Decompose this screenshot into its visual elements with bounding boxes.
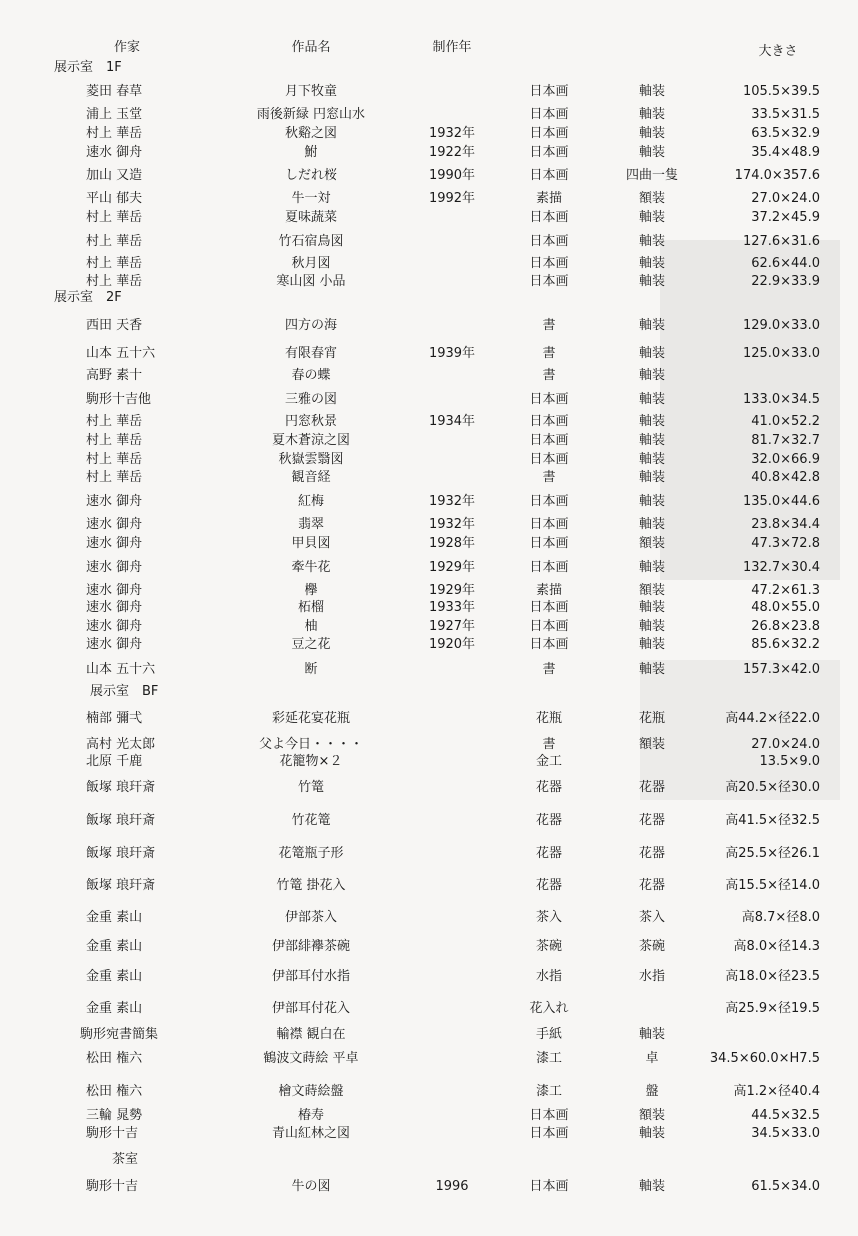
artist-name: 速水 御舟 [86,583,143,598]
header-title: 作品名 [291,40,331,55]
artist-name: 楠部 彌弌 [86,711,143,726]
creation-year: 1920年 [428,637,476,652]
section-heading: 茶室 [112,1152,139,1167]
artist-name: 駒形十吉 [86,1179,139,1194]
mounting-format: 軸装 [638,619,666,634]
artist-name: 菱田 春草 [86,84,143,99]
medium: 茶碗 [535,939,563,954]
mounting-format: 茶碗 [638,939,666,954]
medium: 書 [542,662,556,677]
mounting-format: 軸装 [638,637,666,652]
dimensions: 高44.2×径22.0 [725,711,820,726]
medium: 日本画 [529,433,569,448]
creation-year: 1992年 [428,191,476,206]
medium: 書 [542,318,556,333]
medium: 日本画 [529,256,569,271]
medium: 日本画 [529,600,569,615]
artist-name: 速水 御舟 [86,560,143,575]
header-year: 制作年 [432,40,472,55]
dimensions: 23.8×34.4 [751,517,820,532]
artist-name: 加山 又造 [86,168,143,183]
artist-name: 飯塚 琅玕斎 [86,878,156,893]
medium: 書 [542,346,556,361]
section-heading: 展示室 BF [90,684,159,699]
mounting-format: 軸装 [638,470,666,485]
medium: 日本画 [529,517,569,532]
work-title: 秋谿之図 [284,126,338,141]
section-heading: 展示室 1F [54,60,122,75]
work-title: 豆之花 [291,637,331,652]
medium: 日本画 [529,168,569,183]
medium: 漆工 [535,1051,563,1066]
mounting-format: 額装 [638,737,666,752]
mounting-format: 軸装 [638,1126,666,1141]
medium: 素描 [535,583,563,598]
dimensions: 61.5×34.0 [751,1179,820,1194]
work-title: 伊部緋襷茶碗 [271,939,351,954]
creation-year: 1927年 [428,619,476,634]
work-title: 欅 [304,583,318,598]
mounting-format: 軸装 [638,368,666,383]
work-title: 円窓秋景 [284,414,338,429]
dimensions: 高8.0×径14.3 [733,939,820,954]
artist-name: 金重 素山 [86,969,143,984]
artist-name: 速水 御舟 [86,517,143,532]
artist-name: 山本 五十六 [86,662,156,677]
medium: 素描 [535,191,563,206]
mounting-format: 軸装 [638,318,666,333]
work-title: 三雅の図 [284,392,338,407]
mounting-format: 茶入 [638,910,666,925]
artist-name: 村上 華岳 [86,210,143,225]
mounting-format: 水指 [638,969,666,984]
bleed-through-shading [640,660,840,800]
artist-name: 飯塚 琅玕斎 [86,780,156,795]
medium: 日本画 [529,637,569,652]
artist-name: 村上 華岳 [86,414,143,429]
dimensions: 34.5×33.0 [751,1126,820,1141]
work-title: 彩延花宴花瓶 [271,711,351,726]
medium: 手紙 [535,1027,563,1042]
medium: 日本画 [529,234,569,249]
artist-name: 飯塚 琅玕斎 [86,813,156,828]
work-title: 翡翠 [297,517,325,532]
work-title: 伊部茶入 [284,910,338,925]
work-title: 四方の海 [284,318,338,333]
medium: 漆工 [535,1084,563,1099]
work-title: 椿寿 [297,1108,325,1123]
mounting-format: 軸装 [638,494,666,509]
dimensions: 132.7×30.4 [742,560,820,575]
mounting-format: 卓 [645,1051,659,1066]
work-title: 秋嶽雲翳図 [278,452,344,467]
artist-name: 村上 華岳 [86,274,143,289]
dimensions: 133.0×34.5 [742,392,820,407]
artist-name: 西田 天香 [86,318,143,333]
medium: 日本画 [529,126,569,141]
artist-name: 金重 素山 [86,1001,143,1016]
dimensions: 高41.5×径32.5 [725,813,820,828]
medium: 日本画 [529,1179,569,1194]
artist-name: 速水 御舟 [86,145,143,160]
artist-name: 村上 華岳 [86,452,143,467]
dimensions: 高8.7×径8.0 [741,910,820,925]
artist-name: 金重 素山 [86,910,143,925]
work-title: 花籠物×２ [279,754,343,769]
work-title: 伊部耳付水指 [271,969,351,984]
work-title: 柚 [304,619,318,634]
medium: 日本画 [529,414,569,429]
dimensions: 129.0×33.0 [742,318,820,333]
dimensions: 44.5×32.5 [751,1108,820,1123]
medium: 書 [542,737,556,752]
mounting-format: 軸装 [638,517,666,532]
artist-name: 速水 御舟 [86,637,143,652]
medium: 日本画 [529,274,569,289]
dimensions: 33.5×31.5 [751,107,820,122]
creation-year: 1922年 [428,145,476,160]
mounting-format: 軸装 [638,256,666,271]
mounting-format: 花瓶 [638,711,666,726]
artist-name: 三輪 晁勢 [86,1108,143,1123]
work-title: 竹篭 掛花入 [276,878,346,893]
work-title: 牛の図 [291,1179,331,1194]
mounting-format: 軸装 [638,600,666,615]
creation-year: 1928年 [428,536,476,551]
artist-name: 村上 華岳 [86,470,143,485]
artist-name: 高野 素十 [86,368,143,383]
work-title: 寒山図 小品 [276,274,346,289]
medium: 日本画 [529,619,569,634]
artist-name: 村上 華岳 [86,433,143,448]
dimensions: 62.6×44.0 [751,256,820,271]
work-title: 伊部耳付花入 [271,1001,351,1016]
work-title: 輸襟 観白在 [276,1027,346,1042]
mounting-format: 軸装 [638,560,666,575]
dimensions: 105.5×39.5 [742,84,820,99]
work-title: 観音経 [291,470,331,485]
dimensions: 135.0×44.6 [742,494,820,509]
dimensions: 22.9×33.9 [751,274,820,289]
artist-name: 山本 五十六 [86,346,156,361]
work-title: 鮒 [304,145,318,160]
dimensions: 高18.0×径23.5 [725,969,820,984]
mounting-format: 花器 [638,878,666,893]
dimensions: 174.0×357.6 [734,168,820,183]
artist-name: 駒形十吉他 [86,392,152,407]
medium: 花瓶 [535,711,563,726]
work-title: 秋月図 [291,256,331,271]
header-artist: 作家 [113,40,141,55]
artist-name: 松田 権六 [86,1051,143,1066]
medium: 日本画 [529,107,569,122]
artist-name: 速水 御舟 [86,536,143,551]
dimensions: 40.8×42.8 [751,470,820,485]
work-title: 夏味蔬菜 [284,210,338,225]
work-title: 鶴波文蒔絵 平卓 [263,1051,359,1066]
mounting-format: 軸装 [638,414,666,429]
creation-year: 1996 [435,1179,469,1194]
mounting-format: 軸装 [638,1179,666,1194]
creation-year: 1990年 [428,168,476,183]
creation-year: 1929年 [428,560,476,575]
medium: 金工 [535,754,563,769]
medium: 日本画 [529,560,569,575]
dimensions: 高25.9×径19.5 [725,1001,820,1016]
dimensions: 高25.5×径26.1 [725,846,820,861]
creation-year: 1939年 [428,346,476,361]
work-title: 柘榴 [297,600,325,615]
dimensions: 81.7×32.7 [751,433,820,448]
mounting-format: 四曲一隻 [625,168,679,183]
dimensions: 37.2×45.9 [751,210,820,225]
mounting-format: 花器 [638,846,666,861]
mounting-format: 軸装 [638,274,666,289]
work-title: 断 [304,662,318,677]
work-title: 父よ今日・・・・ [258,737,364,752]
mounting-format: 額装 [638,1108,666,1123]
dimensions: 48.0×55.0 [751,600,820,615]
creation-year: 1932年 [428,126,476,141]
medium: 花入れ [529,1001,569,1016]
mounting-format: 軸装 [638,145,666,160]
artist-name: 浦上 玉堂 [86,107,143,122]
mounting-format: 軸装 [638,1027,666,1042]
dimensions: 35.4×48.9 [751,145,820,160]
section-heading: 展示室 2F [54,290,122,305]
artist-name: 平山 郁夫 [86,191,143,206]
dimensions: 高15.5×径14.0 [725,878,820,893]
medium: 花器 [535,780,563,795]
mounting-format: 盤 [645,1084,659,1099]
medium: 日本画 [529,1126,569,1141]
mounting-format: 軸装 [638,662,666,677]
work-title: 花篭瓶子形 [278,846,344,861]
dimensions: 85.6×32.2 [751,637,820,652]
medium: 日本画 [529,145,569,160]
medium: 日本画 [529,392,569,407]
work-title: 檜文蒔絵盤 [278,1084,344,1099]
medium: 花器 [535,878,563,893]
mounting-format: 軸装 [638,210,666,225]
creation-year: 1929年 [428,583,476,598]
dimensions: 27.0×24.0 [751,737,820,752]
mounting-format: 額装 [638,583,666,598]
medium: 茶入 [535,910,563,925]
artist-name: 速水 御舟 [86,494,143,509]
creation-year: 1932年 [428,517,476,532]
medium: 日本画 [529,494,569,509]
medium: 水指 [535,969,563,984]
dimensions: 157.3×42.0 [742,662,820,677]
work-title: 有限春宵 [284,346,338,361]
mounting-format: 軸装 [638,392,666,407]
medium: 日本画 [529,1108,569,1123]
mounting-format: 軸装 [638,234,666,249]
dimensions: 27.0×24.0 [751,191,820,206]
work-title: 紅梅 [297,494,325,509]
artist-name: 村上 華岳 [86,126,143,141]
work-title: 牛一対 [291,191,331,206]
medium: 花器 [535,813,563,828]
dimensions: 32.0×66.9 [751,452,820,467]
dimensions: 127.6×31.6 [742,234,820,249]
dimensions: 47.2×61.3 [751,583,820,598]
dimensions: 63.5×32.9 [751,126,820,141]
medium: 日本画 [529,210,569,225]
dimensions: 41.0×52.2 [751,414,820,429]
artist-name: 村上 華岳 [86,234,143,249]
dimensions: 13.5×9.0 [759,754,820,769]
dimensions: 34.5×60.0×H7.5 [709,1051,820,1066]
medium: 書 [542,368,556,383]
artist-name: 飯塚 琅玕斎 [86,846,156,861]
creation-year: 1933年 [428,600,476,615]
work-title: 竹篭 [297,780,325,795]
mounting-format: 軸装 [638,346,666,361]
artist-name: 高村 光太郎 [86,737,156,752]
artist-name: 金重 素山 [86,939,143,954]
work-title: 月下牧童 [284,84,338,99]
medium: 日本画 [529,84,569,99]
medium: 日本画 [529,536,569,551]
creation-year: 1934年 [428,414,476,429]
mounting-format: 軸装 [638,452,666,467]
work-title: 竹石宿鳥図 [278,234,344,249]
work-title: 春の蝶 [291,368,331,383]
header-size: 大きさ [758,44,798,59]
creation-year: 1932年 [428,494,476,509]
dimensions: 高1.2×径40.4 [733,1084,820,1099]
work-title: 牽牛花 [291,560,331,575]
work-title: 青山紅林之図 [271,1126,351,1141]
dimensions: 47.3×72.8 [751,536,820,551]
mounting-format: 軸装 [638,433,666,448]
work-title: 夏木蒼涼之図 [271,433,351,448]
work-title: 竹花篭 [291,813,331,828]
artist-name: 松田 権六 [86,1084,143,1099]
mounting-format: 軸装 [638,84,666,99]
mounting-format: 花器 [638,813,666,828]
medium: 日本画 [529,452,569,467]
mounting-format: 軸装 [638,107,666,122]
dimensions: 125.0×33.0 [742,346,820,361]
artist-name: 駒形十吉 [86,1126,139,1141]
artist-name: 速水 御舟 [86,619,143,634]
work-title: 雨後新緑 円窓山水 [256,107,366,122]
mounting-format: 花器 [638,780,666,795]
mounting-format: 額装 [638,191,666,206]
artist-name: 北原 千鹿 [86,754,143,769]
medium: 花器 [535,846,563,861]
artist-name: 速水 御舟 [86,600,143,615]
dimensions: 26.8×23.8 [751,619,820,634]
work-title: 甲貝図 [291,536,331,551]
artist-name: 駒形宛書簡集 [80,1027,159,1042]
artist-name: 村上 華岳 [86,256,143,271]
mounting-format: 軸装 [638,126,666,141]
mounting-format: 額装 [638,536,666,551]
medium: 書 [542,470,556,485]
work-title: しだれ桜 [284,168,338,183]
dimensions: 高20.5×径30.0 [725,780,820,795]
